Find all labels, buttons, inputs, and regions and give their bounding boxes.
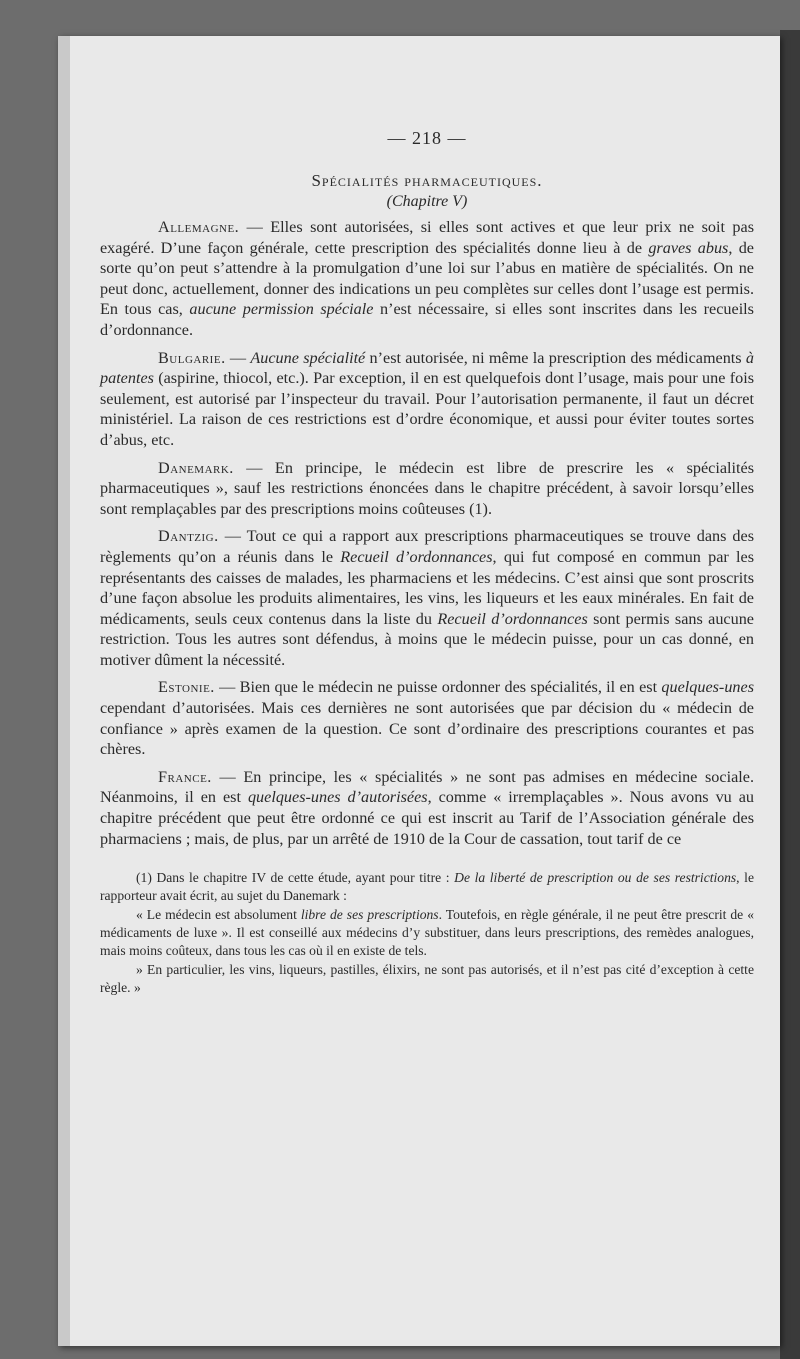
country-paragraph [100, 677, 754, 759]
country-name: Danemark. [158, 458, 234, 477]
country-paragraph [100, 348, 754, 451]
section-title-prefix: Spécialités [311, 171, 400, 190]
country-paragraph [100, 217, 754, 341]
italic-text: Recueil d’ordonnances [437, 609, 588, 628]
footnote-paragraph [100, 906, 754, 960]
text-run: , de sorte qu’on peut s’attendre à la promulgation d’une loi sur l’abus en matière de spécialités. On ne peut donc, actuellement, donner des indications un peu complètes sur celles dont l’usage est permis. En tous cas, [100, 238, 754, 319]
italic-text: Recueil d’ordonnances [340, 547, 493, 566]
country-name: Allemagne. [158, 218, 240, 236]
country-paragraph [100, 526, 754, 670]
footnote-paragraph [100, 869, 754, 905]
italic-text: aucune permission spéciale [189, 300, 374, 319]
body-text [100, 217, 754, 849]
text-run: » En particulier, les vins, liqueurs, pastilles, élixirs, ne sont pas autorisés, et il n’est pas cité d’exception à cette règle. » [100, 962, 754, 996]
italic-text: à patentes [100, 348, 754, 388]
section-title-rest: pharmaceutiques. [404, 171, 543, 190]
text-run: , comme « irremplaçables ». Nous avons vu au chapitre précédent que peut être ordonné ce qui est inscrit au Tarif de l’Association générale des pharmaciens ; mais, de plus, par un arrêté de 1910 de la Cour de cassation, tout tarif de ce [100, 788, 755, 848]
italic-text: De la liberté de prescription ou de ses restrictions [454, 870, 737, 886]
italic-text: quelques-unes d’autorisées [247, 788, 428, 807]
text-run: — Tout ce qui a rapport aux prescriptions pharmaceutiques se trouve dans des règlements qu’on a réunis dans le [100, 527, 754, 566]
footnotes [100, 869, 754, 997]
italic-text: quelques-unes [661, 678, 754, 697]
page-content [100, 112, 754, 998]
text-run: sont permis sans aucune restriction. Tous les autres sont défendus, à moins que le médecin puisse, pour un cas donné, en motiver dûment la nécessité. [100, 609, 754, 669]
italic-text: graves abus [648, 238, 729, 257]
country-paragraph [100, 458, 754, 520]
text-run: (aspirine, thiocol, etc.). Par exception, il en est quelquefois dont l’usage, mais pour une fois seulement, est autorisé par l’inspecteur du travail. Pour l’autorisation permanente, il faut un décret ministériel. La raison de ces restrictions est d’ordre économique, et aussi pour éviter toutes sortes d’abus, etc. [100, 369, 754, 449]
page-binding [58, 36, 70, 1346]
italic-text: libre de ses prescriptions [300, 907, 439, 923]
text-run: « Le médecin est absolument [136, 907, 301, 923]
text-run: — En principe, les « spécialités » ne sont pas admises en médecine sociale. Néanmoins, il en est [100, 767, 754, 807]
text-run: cependant d’autorisées. Mais ces dernières ne sont autorisées que par décision du « médecin de confiance » après examen de la question. Ce sont d’ordinaire des prescriptions courantes et pas chères. [100, 699, 754, 759]
section-title [100, 171, 754, 191]
text-run: n’est nécessaire, si elles sont inscrites dans les recueils d’ordonnance. [100, 300, 754, 339]
text-run: — Bien que le médecin ne puisse ordonner des spécialités, il en est [214, 678, 662, 697]
country-paragraph [100, 767, 754, 849]
text-run: — En principe, le médecin est libre de prescrire les « spécialités pharmaceutiques », sauf les restrictions énoncées dans le chapitre précédent, à savoir lorsqu’elles sont remplaçables par des prescriptions moins coûteuses (1). [100, 458, 754, 518]
text-run: . Toutefois, en règle générale, il ne peut être prescrit de « médicaments de luxe ». Il est conseillé aux médecins d’y substituer, dans leurs prescriptions, des remèdes analogues, mais moins coûteux, dans tous les cas où il en existe de tels. [100, 907, 754, 959]
chapter-reference: (Chapitre V) [386, 193, 468, 210]
text-run: — [225, 348, 251, 367]
text-run: (1) Dans le chapitre IV de cette étude, ayant pour titre : [136, 870, 455, 886]
text-run: n’est autorisée, ni même la prescription des médicaments [365, 348, 746, 367]
country-name: Estonie. [158, 678, 215, 697]
country-name: Bulgarie. [158, 348, 226, 367]
italic-text: Aucune spécialité [250, 348, 366, 367]
page-number: — 218 — [387, 128, 467, 148]
text-run: — Elles sont autorisées, si elles sont actives et que leur prix ne soit pas exagéré. D’une façon générale, cette prescription des spécialités donne lieu à de [100, 218, 754, 257]
country-name: Dantzig. [158, 527, 219, 546]
footnote-paragraph [100, 961, 754, 997]
text-run: , qui fut composé en commun par les représentants des caisses de malades, les pharmaciens et les médecins. C’est ainsi que sont proscrits d’une façon absolue les produits alimentaires, les vins, les liqueurs et les eaux minérales. En fait de médicaments, seuls ceux contenus dans la liste du [100, 547, 754, 628]
country-name: France. [158, 767, 212, 786]
text-run: , le rapporteur avait écrit, au sujet du Danemark : [100, 870, 754, 904]
book-edge-shadow [780, 30, 800, 1359]
